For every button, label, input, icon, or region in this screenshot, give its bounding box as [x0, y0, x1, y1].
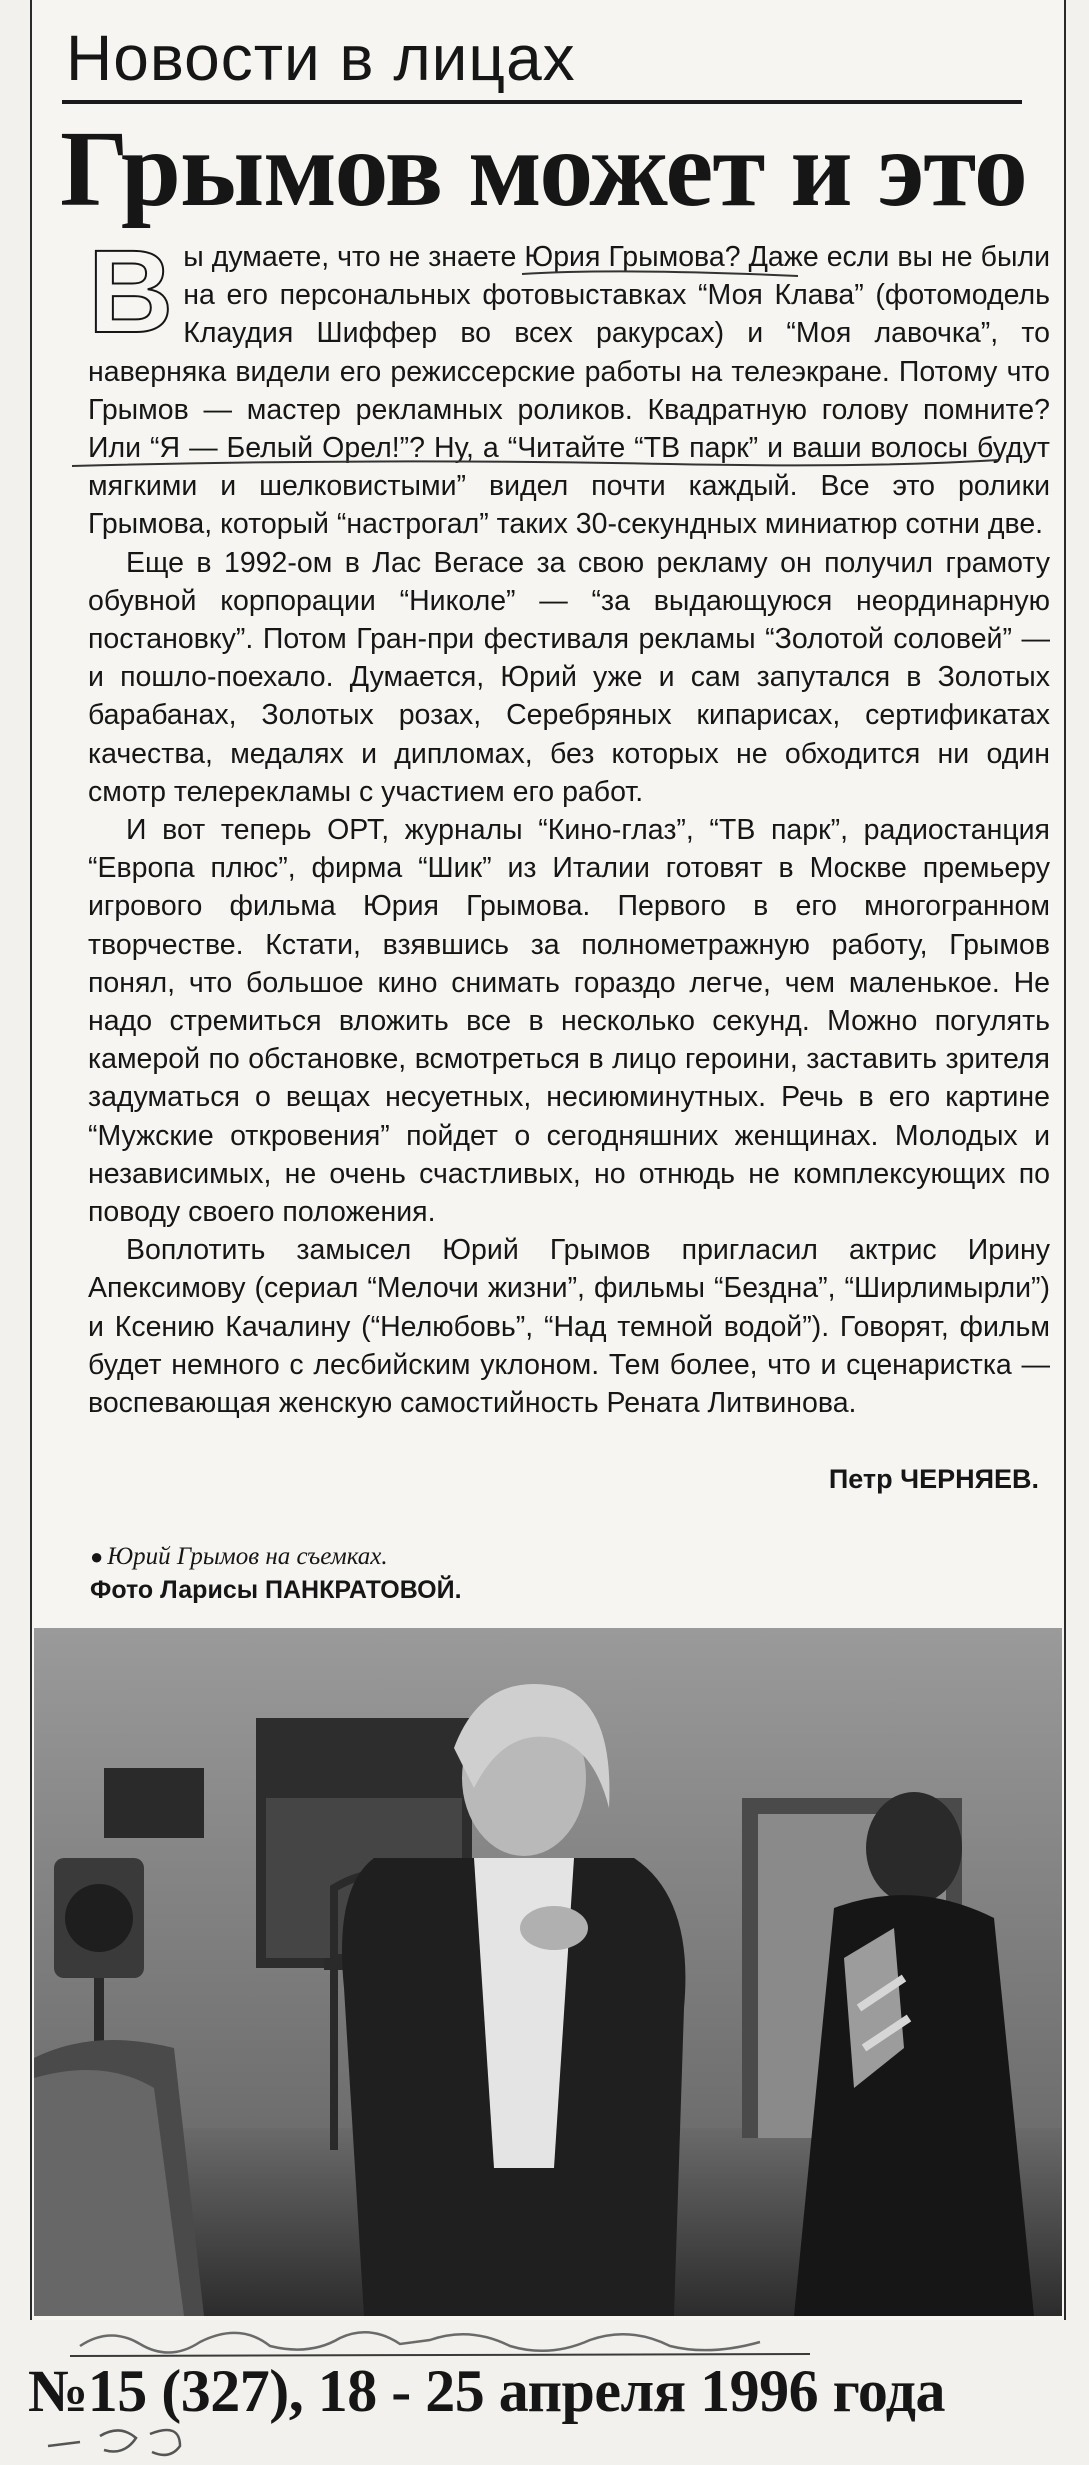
bullet-dot-icon: ●	[90, 1544, 104, 1569]
article-paragraph-4: Воплотить замысел Юрий Грымов пригласил актрис Ирину Апексимову (сериал “Мелочи жизни”, фильмы “Бездна”, “Ширлимырли”) и Ксению Качалину (“Нелюбовь”, “Над темной водой”). Говорят, фильм будет немного с лесбийским уклоном. Тем более, что и сценаристка — воспевающая женскую самостийность Рената Литвинова.	[88, 1234, 1050, 1420]
article-headline: Грымов может и это	[60, 110, 1027, 229]
article-author: Петр ЧЕРНЯЕВ.	[828, 1464, 1039, 1494]
paragraph-text: ы думаете, что не знаете Юрия Грымова? Даже если вы не были на его персональных фотовыставках “Моя Клава” (фотомодель Клаудия Шиффер во всех ракурсах) и “Моя лавочка”, то наверняка видели его режиссерские работы на телеэкране. Потому что Грымов — мастер рекламных роликов. Квадратную голову помните? Или “Я — Белый Орел!”? Ну, а “Читайте “ТВ парк” и ваши волосы будут мягкими и шелковистыми” видел почти каждый. Все это ролики Грымова, который “настрогал” таких 30-секундных миниатюр сотни две.	[88, 241, 1050, 541]
clipping-edge-right	[1064, 0, 1066, 2320]
issue-line: №15 (327), 18 - 25 апреля 1996 года	[28, 2358, 946, 2424]
photo-credit: Фото Ларисы ПАНКРАТОВОЙ.	[90, 1576, 462, 1604]
photo-caption	[90, 1541, 890, 1607]
article-photo	[34, 1628, 1062, 2316]
clipping-edge-left	[30, 0, 32, 2320]
section-rubric: Новости в лицах	[66, 22, 576, 94]
article-paragraph-3: И вот теперь ОРТ, журналы “Кино-глаз”, “ТВ парк”, радиостанция “Европа плюс”, фирма “Шик” из Италии готовят в Москве премьеру игрового фильма Юрия Грымова. Первого в его многогранном творчестве. Кстати, взявшись за полнометражную работу, Грымов понял, что большое кино снимать гораздо легче, чем маленькое. Не надо стремиться вложить все в несколько секунд. Можно погулять камерой по обстановке, всмотреться в лицо героини, заставить зрителя задуматься о вещах несуетных, несиюминутных. Речь в его картине “Мужские откровения” пойдет о сегодняшних женщинах. Молодых и независимых, не очень счастливых, но отнюдь не комплексующих по поводу своего положения.	[88, 814, 1050, 1229]
article-paragraph-2: Еще в 1992-ом в Лас Вегасе за свою рекламу он получил грамоту обувной корпорации “Николе” — “за выдающуюся неординарную постановку”. Потом Гран-при фестиваля рекламы “Золотой соловей” — и пошло-поехало. Думается, Юрий уже и сам запутался в Золотых барабанах, Золотых розах, Серебряных кипарисах, сертификатах качества, медалях и дипломах, без которых не обходится ни один смотр телерекламы с участием его работ.	[88, 546, 1050, 808]
caption-text-line	[90, 1541, 890, 1573]
handwritten-note-bottom	[40, 2416, 220, 2464]
rubric-rule	[62, 100, 1022, 104]
caption-text: Юрий Грымов на съемках.	[107, 1543, 388, 1570]
article-body	[88, 226, 1050, 1422]
article-paragraph-1	[88, 226, 1050, 544]
drop-cap: В	[88, 226, 174, 358]
pen-underline-1	[520, 266, 800, 282]
photo-illustration	[34, 1628, 1062, 2316]
pen-underline-2	[70, 454, 1000, 474]
